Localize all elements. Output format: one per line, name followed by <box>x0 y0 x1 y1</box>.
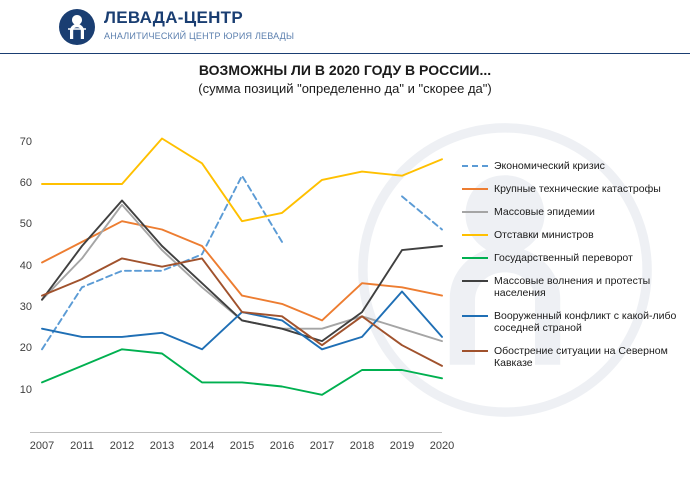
chart-legend <box>462 160 688 380</box>
y-tick-label: 30 <box>19 301 32 313</box>
legend-item-label: Крупные технические катастрофы <box>494 183 661 195</box>
legend-item[interactable] <box>462 275 688 299</box>
legend-swatch <box>462 229 488 241</box>
x-tick-label: 2011 <box>70 440 94 452</box>
x-tick-label: 2007 <box>29 440 55 452</box>
chart-line <box>42 349 442 395</box>
y-tick-label: 50 <box>19 218 32 231</box>
legend-item[interactable] <box>462 183 688 195</box>
x-tick-label: 2015 <box>229 440 255 452</box>
chart-title: ВОЗМОЖНЫ ЛИ В 2020 ГОДУ В РОССИИ... <box>198 62 492 78</box>
y-tick-label: 20 <box>19 342 32 355</box>
levada-logo-icon <box>58 8 96 46</box>
legend-swatch <box>462 275 488 287</box>
x-tick-label: 2016 <box>269 440 295 452</box>
y-tick-label: 70 <box>19 135 32 148</box>
y-tick-label: 10 <box>19 383 32 396</box>
x-tick-label: 2019 <box>389 440 415 452</box>
legend-swatch <box>462 310 488 322</box>
legend-item-label: Государственный переворот <box>494 252 633 264</box>
legend-swatch <box>462 206 488 218</box>
legend-item[interactable] <box>462 252 688 264</box>
legend-item[interactable] <box>462 345 688 369</box>
chart-line <box>402 196 442 229</box>
x-tick-label: 2012 <box>109 440 135 452</box>
legend-swatch <box>462 160 488 172</box>
chart-subtitle: (сумма позиций "определенно да" и "скорее да") <box>198 81 492 96</box>
x-tick-label: 2013 <box>149 440 175 452</box>
y-tick-label: 40 <box>19 259 32 272</box>
x-tick-label: 2020 <box>429 440 455 452</box>
y-tick-label: 60 <box>19 177 32 189</box>
legend-item-label: Массовые эпидемии <box>494 206 595 218</box>
header-divider <box>0 53 690 54</box>
chart-line <box>42 221 442 320</box>
header <box>0 0 690 54</box>
legend-item[interactable] <box>462 206 688 218</box>
legend-item-label: Обострение ситуации на Северном Кавказе <box>494 345 668 369</box>
legend-swatch <box>462 252 488 264</box>
legend-item[interactable] <box>462 160 688 172</box>
legend-item-label: Вооруженный конфликт с какой-либо соседней страной <box>494 310 677 334</box>
chart-line <box>42 139 442 222</box>
legend-item[interactable] <box>462 310 688 334</box>
x-tick-label: 2017 <box>309 440 335 452</box>
legend-item-label: Массовые волнения и протесты населения <box>494 275 651 299</box>
x-axis-line <box>30 432 442 433</box>
logo-text <box>104 8 294 42</box>
legend-item[interactable] <box>462 229 688 241</box>
org-subtitle: АНАЛИТИЧЕСКИЙ ЦЕНТР ЮРИЯ ЛЕВАДЫ <box>104 31 295 41</box>
x-tick-label: 2014 <box>189 440 215 452</box>
chart-line <box>42 258 442 366</box>
legend-item-label: Экономический кризис <box>494 160 605 172</box>
legend-swatch <box>462 345 488 357</box>
legend-swatch <box>462 183 488 195</box>
org-name: ЛЕВАДА-ЦЕНТР <box>104 8 244 27</box>
legend-item-label: Отставки министров <box>494 229 594 241</box>
x-tick-label: 2018 <box>349 440 375 452</box>
